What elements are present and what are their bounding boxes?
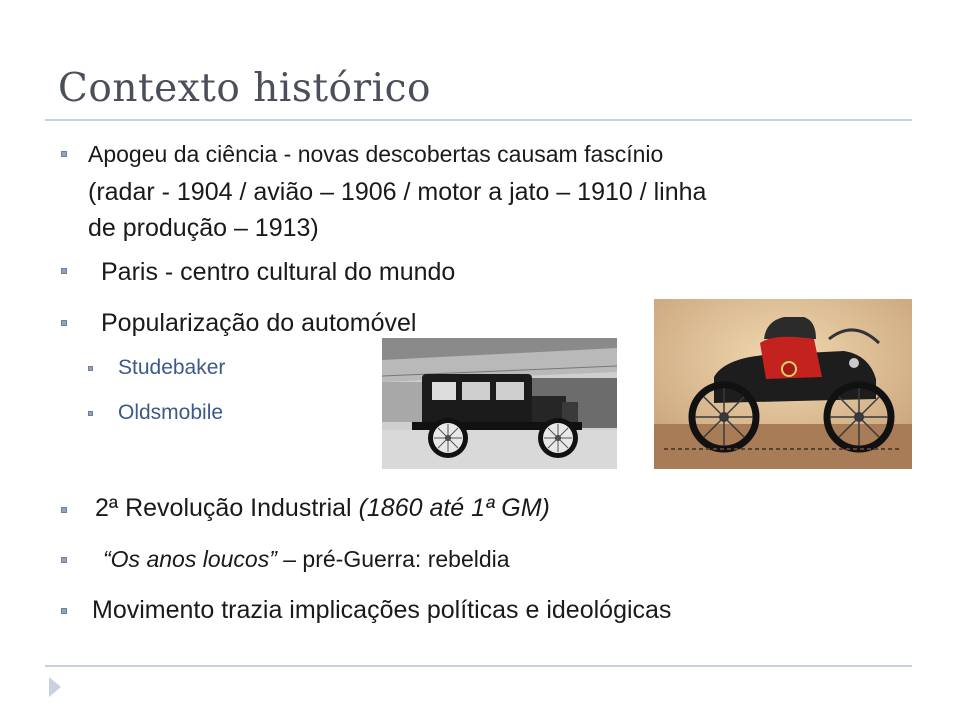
bullet-marker bbox=[61, 320, 67, 326]
bullet-paris: Paris - centro cultural do mundo bbox=[101, 258, 456, 286]
title-divider bbox=[45, 119, 912, 121]
bullet-science-line2: (radar - 1904 / avião – 1906 / motor a jato – 1910 / linha bbox=[88, 178, 707, 206]
bullet-movement: Movimento trazia implicações políticas e ideológicas bbox=[92, 596, 672, 624]
bullet-marker bbox=[61, 151, 67, 157]
bullet-marker bbox=[61, 507, 67, 513]
industrial-revolution-text: 2ª Revolução Industrial bbox=[95, 494, 359, 522]
crazy-years-quote: “Os anos loucos” bbox=[103, 546, 277, 572]
bullet-science-line3: de produção – 1913) bbox=[88, 214, 319, 242]
oldsmobile-photo bbox=[654, 299, 912, 469]
sub-bullet-oldsmobile: Oldsmobile bbox=[118, 401, 224, 424]
industrial-revolution-dates: (1860 até 1ª GM) bbox=[358, 494, 550, 522]
bullet-marker bbox=[61, 268, 67, 274]
bullet-marker bbox=[61, 608, 67, 614]
bullet-automobile: Popularização do automóvel bbox=[101, 309, 417, 337]
sub-bullet-studebaker: Studebaker bbox=[118, 356, 226, 379]
crazy-years-text: – pré-Guerra: rebeldia bbox=[276, 546, 510, 572]
slide-title: Contexto histórico bbox=[58, 66, 431, 111]
bullet-industrial-revolution bbox=[95, 494, 550, 523]
triangle-arrow-icon bbox=[49, 677, 61, 697]
studebaker-photo bbox=[382, 338, 617, 469]
bullet-science-line1: Apogeu da ciência - novas descobertas causam fascínio bbox=[88, 141, 664, 167]
sub-bullet-marker bbox=[88, 411, 93, 416]
footer-divider bbox=[45, 665, 912, 667]
sub-bullet-marker bbox=[88, 366, 93, 371]
bullet-crazy-years bbox=[103, 546, 510, 573]
bullet-marker bbox=[61, 557, 67, 563]
